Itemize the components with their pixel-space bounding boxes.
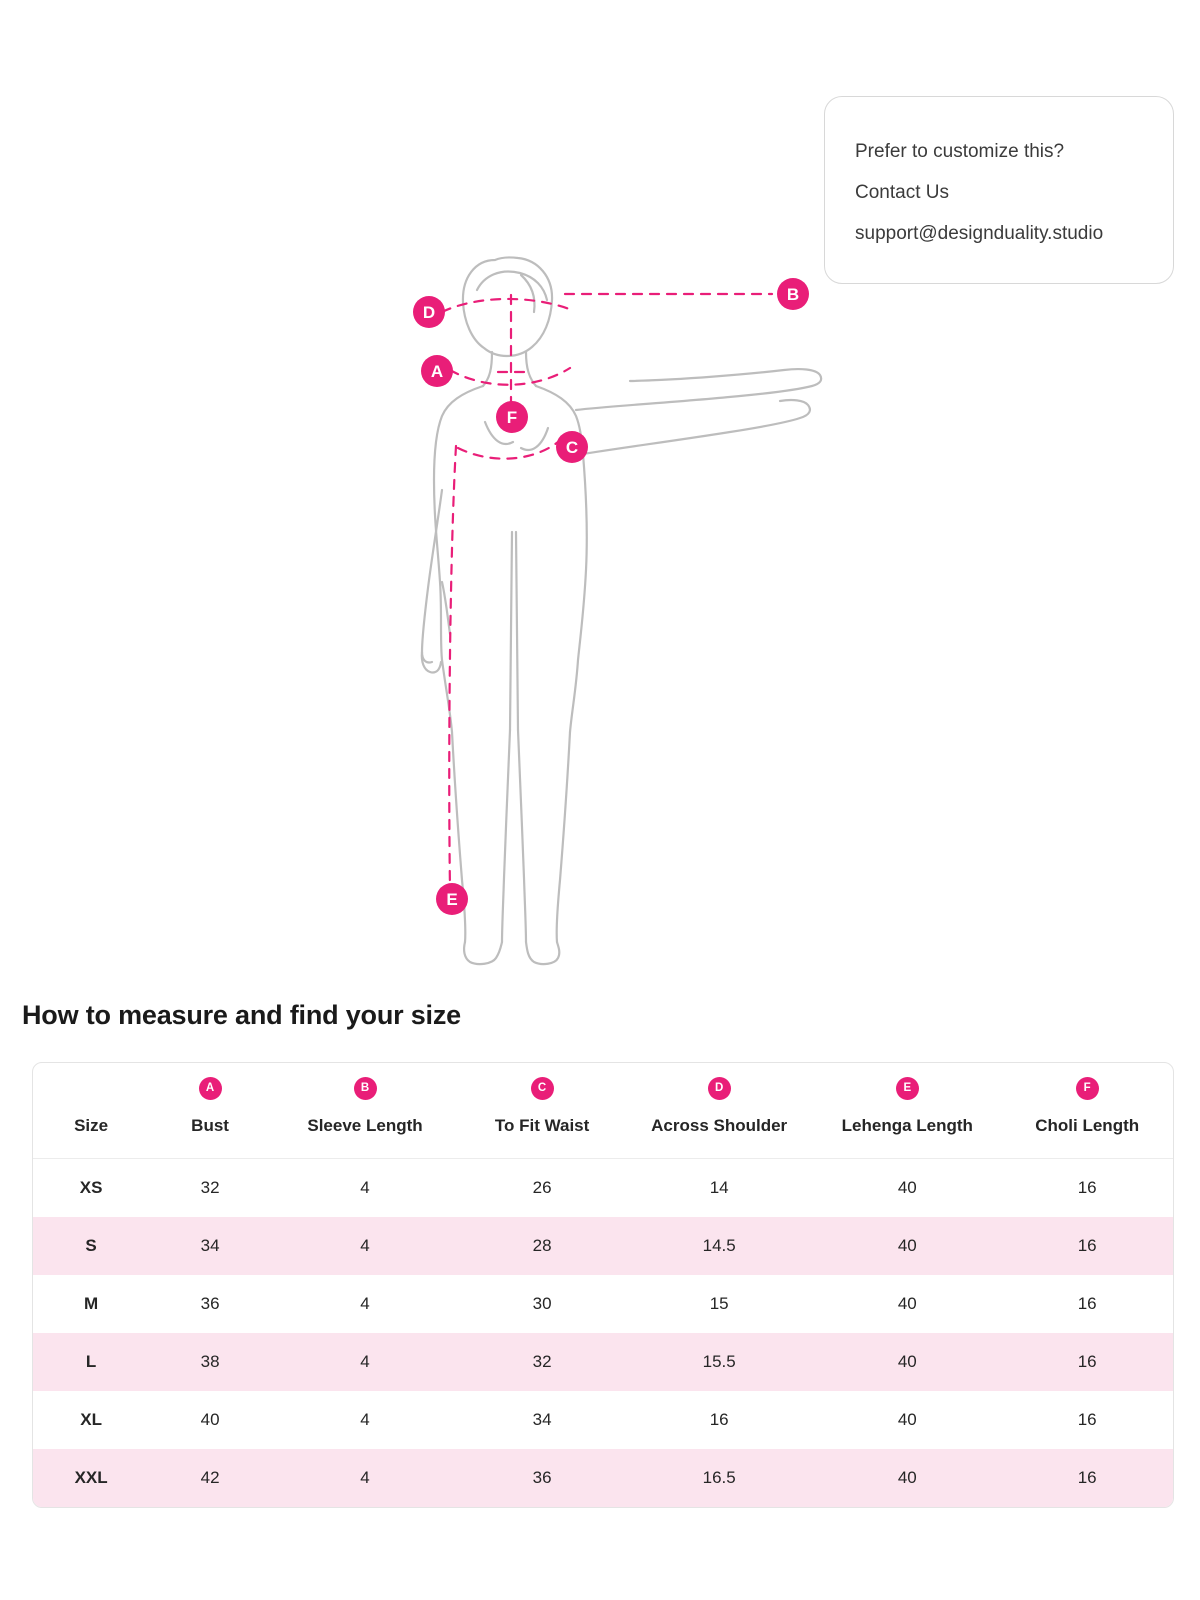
badge-d-icon: D xyxy=(708,1077,731,1100)
header-sleeve-label: Sleeve Length xyxy=(307,1116,423,1135)
cell-shoulder: 15.5 xyxy=(702,1352,736,1371)
header-choli-length xyxy=(1001,1063,1173,1159)
badge-c-icon: C xyxy=(531,1077,554,1100)
cell-choli: 16 xyxy=(1077,1178,1097,1197)
page-title: How to measure and find your size xyxy=(22,1000,461,1030)
contact-card xyxy=(824,96,1174,284)
table-header-row xyxy=(33,1063,1173,1159)
label-c-badge xyxy=(556,431,588,463)
cell-bust: 34 xyxy=(200,1236,220,1255)
header-across-shoulder xyxy=(625,1063,813,1159)
badge-e-icon: E xyxy=(896,1077,919,1100)
table-row xyxy=(33,1449,1173,1507)
svg-text:A: A xyxy=(430,362,444,381)
svg-text:F: F xyxy=(506,408,518,427)
header-bust xyxy=(149,1063,271,1159)
cell-choli: 16 xyxy=(1077,1468,1097,1487)
cell-size: L xyxy=(85,1352,97,1371)
cell-size: XL xyxy=(80,1410,102,1429)
svg-text:C: C xyxy=(565,438,579,457)
table-row xyxy=(33,1275,1173,1333)
measurement-diagram xyxy=(380,190,850,980)
cell-lehenga: 40 xyxy=(897,1352,917,1371)
header-sleeve-length xyxy=(271,1063,459,1159)
table-row xyxy=(33,1333,1173,1391)
label-e-badge xyxy=(436,883,468,915)
cell-shoulder: 16.5 xyxy=(702,1468,736,1487)
header-waist-label: To Fit Waist xyxy=(494,1116,590,1135)
header-size-label: Size xyxy=(74,1116,109,1135)
header-to-fit-waist xyxy=(459,1063,625,1159)
badge-b-icon: B xyxy=(354,1077,377,1100)
cell-waist: 32 xyxy=(532,1352,552,1371)
badge-a-icon: A xyxy=(199,1077,222,1100)
cell-size: XXL xyxy=(74,1468,108,1487)
cell-bust: 42 xyxy=(200,1468,220,1487)
cell-size: M xyxy=(84,1294,99,1313)
cell-sleeve: 4 xyxy=(360,1352,370,1371)
cell-lehenga: 40 xyxy=(897,1178,917,1197)
cell-shoulder: 16 xyxy=(709,1410,729,1429)
cell-sleeve: 4 xyxy=(360,1410,370,1429)
header-bust-label: Bust xyxy=(191,1116,229,1135)
cell-size: S xyxy=(85,1236,97,1255)
cell-lehenga: 40 xyxy=(897,1294,917,1313)
header-lehenga-length xyxy=(813,1063,1001,1159)
svg-text:D: D xyxy=(422,303,436,322)
contact-us-label[interactable]: Contact Us xyxy=(855,182,949,203)
badge-f-icon: F xyxy=(1076,1077,1099,1100)
cell-sleeve: 4 xyxy=(360,1178,370,1197)
header-lehenga-label: Lehenga Length xyxy=(841,1116,973,1135)
cell-choli: 16 xyxy=(1077,1236,1097,1255)
svg-text:B: B xyxy=(786,285,800,304)
cell-waist: 36 xyxy=(532,1468,552,1487)
table-row xyxy=(33,1159,1173,1218)
cell-lehenga: 40 xyxy=(897,1410,917,1429)
size-chart-card xyxy=(32,1062,1174,1508)
cell-choli: 16 xyxy=(1077,1352,1097,1371)
cell-bust: 38 xyxy=(200,1352,220,1371)
cell-sleeve: 4 xyxy=(360,1294,370,1313)
label-b-badge xyxy=(777,278,809,310)
table-row xyxy=(33,1391,1173,1449)
customize-prompt: Prefer to customize this? xyxy=(855,141,1065,162)
size-chart-table xyxy=(33,1063,1173,1507)
cell-sleeve: 4 xyxy=(360,1236,370,1255)
support-email[interactable]: support@designduality.studio xyxy=(855,223,1104,244)
cell-shoulder: 14.5 xyxy=(702,1236,736,1255)
cell-lehenga: 40 xyxy=(897,1468,917,1487)
cell-bust: 32 xyxy=(200,1178,220,1197)
table-row xyxy=(33,1217,1173,1275)
header-shoulder-label: Across Shoulder xyxy=(651,1116,788,1135)
cell-waist: 30 xyxy=(532,1294,552,1313)
header-choli-label: Choli Length xyxy=(1035,1116,1140,1135)
cell-bust: 40 xyxy=(200,1410,220,1429)
cell-waist: 28 xyxy=(532,1236,552,1255)
label-d-badge xyxy=(413,296,445,328)
cell-lehenga: 40 xyxy=(897,1236,917,1255)
label-a-badge xyxy=(421,355,453,387)
cell-shoulder: 15 xyxy=(709,1294,729,1313)
cell-size: XS xyxy=(79,1178,103,1197)
svg-text:E: E xyxy=(446,890,458,909)
cell-choli: 16 xyxy=(1077,1410,1097,1429)
cell-choli: 16 xyxy=(1077,1294,1097,1313)
cell-shoulder: 14 xyxy=(709,1178,729,1197)
cell-waist: 26 xyxy=(532,1178,552,1197)
cell-sleeve: 4 xyxy=(360,1468,370,1487)
label-f-badge xyxy=(496,401,528,433)
cell-waist: 34 xyxy=(532,1410,552,1429)
header-size xyxy=(33,1063,149,1159)
cell-bust: 36 xyxy=(200,1294,220,1313)
